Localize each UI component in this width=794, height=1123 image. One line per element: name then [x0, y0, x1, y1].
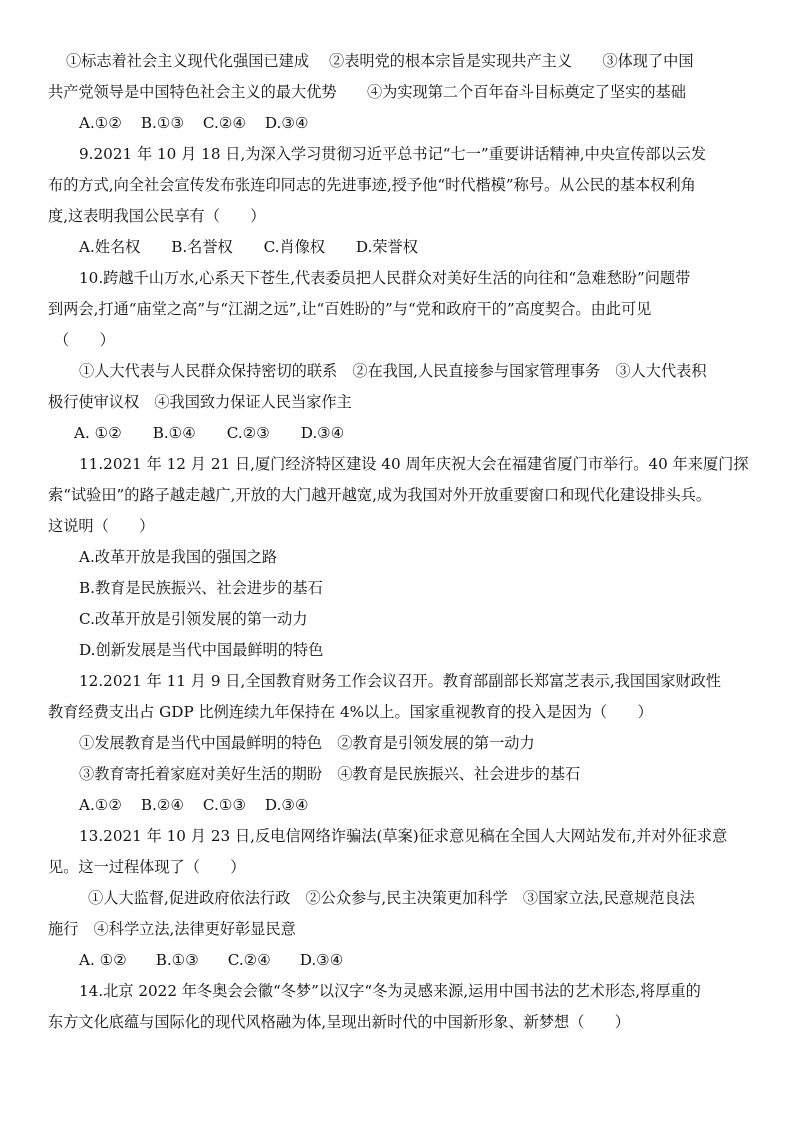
q12-option-a[interactable]: A.①②	[79, 796, 123, 814]
q9-option-a[interactable]: A.姓名权	[79, 238, 141, 256]
q12-stem-line: 教育经费支出占 GDP 比例连续九年保持在 4%以上。国家重视教育的投入是因为（ ）	[48, 703, 653, 721]
q9-option-c[interactable]: C.肖像权	[263, 238, 326, 256]
q13-option-b[interactable]: B.①③	[155, 951, 199, 969]
q8-option-c[interactable]: C.②④	[202, 114, 247, 132]
q8-option-b[interactable]: B.①③	[140, 114, 185, 132]
q12-options	[48, 790, 748, 821]
q13-stem-line: 13.2021 年 10 月 23 日,反电信网络诈骗法(草案)征求意见稿在全国人大网站发布,并对外征求意	[79, 827, 728, 845]
q10-statement-line: ①人大代表与人民群众保持密切的联系 ②在我国,人民直接参与国家管理事务 ③人大代表积	[79, 362, 707, 380]
q9-stem-line: 9.2021 年 10 月 18 日,为深入学习贯彻习近平总书记“七一”重要讲话精神,中央宣传部以云发	[79, 145, 707, 163]
q11-stem-line: 11.2021 年 12 月 21 日,厦门经济特区建设 40 周年庆祝大会在福建省厦门市举行。40 年来厦门探	[79, 455, 749, 473]
q13-option-d[interactable]: D.③④	[299, 951, 344, 969]
q8-option-d[interactable]: D.③④	[264, 114, 309, 132]
q10-option-c[interactable]: C.②③	[226, 424, 270, 442]
exam-page	[48, 46, 748, 1038]
q9-option-d[interactable]: D.荣誉权	[355, 238, 418, 256]
q12-option-c[interactable]: C.①③	[202, 796, 247, 814]
q10-option-d[interactable]: D.③④	[300, 424, 345, 442]
q9-stem-line: 布的方式,向全社会宣传发布张连印同志的先进事迹,授予他“时代楷模”称号。从公民的基本权利角	[48, 176, 696, 194]
q9-option-b[interactable]: B.名誉权	[171, 238, 233, 256]
q8-options	[48, 108, 748, 139]
q8-statement-line: 共产党领导是中国特色社会主义的最大优势 ④为实现第二个百年奋斗目标奠定了坚实的基础	[48, 83, 686, 101]
q11-choice-c[interactable]: C.改革开放是引领发展的第一动力	[79, 610, 308, 628]
q12-stem-line: 12.2021 年 11 月 9 日,全国教育财务工作会议召开。教育部副部长郑富芝表示,我国国家财政性	[79, 672, 721, 690]
q10-options	[48, 418, 748, 449]
q11-stem-line: 索“试验田”的路子越走越广,开放的大门越开越宽,成为我国对外开放重要窗口和现代化建设排头兵。	[48, 486, 712, 504]
q12-option-d[interactable]: D.③④	[264, 796, 309, 814]
q13-statement-line: 施行 ④科学立法,法律更好彰显民意	[48, 920, 296, 938]
q10-statement-line: 极行使审议权 ④我国致力保证人民当家作主	[48, 393, 352, 411]
q10-option-a[interactable]: A. ①②	[74, 424, 122, 442]
q9-stem-line: 度,这表明我国公民享有（ ）	[48, 207, 266, 225]
q13-option-c[interactable]: C.②④	[227, 951, 271, 969]
q13-options	[48, 945, 748, 976]
q11-choice-b[interactable]: B.教育是民族振兴、社会进步的基石	[79, 579, 323, 597]
q8-statement-line: ①标志着社会主义现代化强国已建成 ②表明党的根本宗旨是实现共产主义 ③体现了中国	[66, 52, 694, 70]
q11-choice-d[interactable]: D.创新发展是当代中国最鲜明的特色	[79, 641, 324, 659]
q10-option-b[interactable]: B.①④	[152, 424, 196, 442]
q14-stem-line: 东方文化底蕴与国际化的现代风格融为体,呈现出新时代的中国新形象、新梦想（ ）	[48, 1013, 630, 1031]
q10-stem-line: 到两会,打通“庙堂之高”与“江湖之远”,让“百姓盼的”与“党和政府干的”高度契合。由此可见	[48, 300, 652, 318]
q11-stem-line: 这说明（ ）	[48, 517, 155, 535]
q13-statement-line: ①人大监督,促进政府依法行政 ②公众参与,民主决策更加科学 ③国家立法,民意规范良法	[88, 889, 695, 907]
q11-choice-a[interactable]: A.改革开放是我国的强国之路	[79, 548, 278, 566]
q14-stem-line: 14.北京 2022 年冬奥会会徽“冬梦”以汉字“冬为灵感来源,运用中国书法的艺术形态,将厚重的	[79, 982, 701, 1000]
q10-stem-line: （ ）	[54, 331, 115, 349]
q12-option-b[interactable]: B.②④	[140, 796, 185, 814]
q13-option-a[interactable]: A. ①②	[79, 951, 127, 969]
q13-stem-line: 见。这一过程体现了（ ）	[48, 858, 246, 876]
q12-statement-line: ①发展教育是当代中国最鲜明的特色 ②教育是引领发展的第一动力	[79, 734, 535, 752]
q8-option-a[interactable]: A.①②	[79, 114, 123, 132]
q10-stem-line: 10.跨越千山万水,心系天下苍生,代表委员把人民群众对美好生活的向往和“急难愁盼”问题带	[79, 269, 691, 287]
q9-options	[48, 232, 748, 263]
q12-statement-line: ③教育寄托着家庭对美好生活的期盼 ④教育是民族振兴、社会进步的基石	[79, 765, 581, 783]
